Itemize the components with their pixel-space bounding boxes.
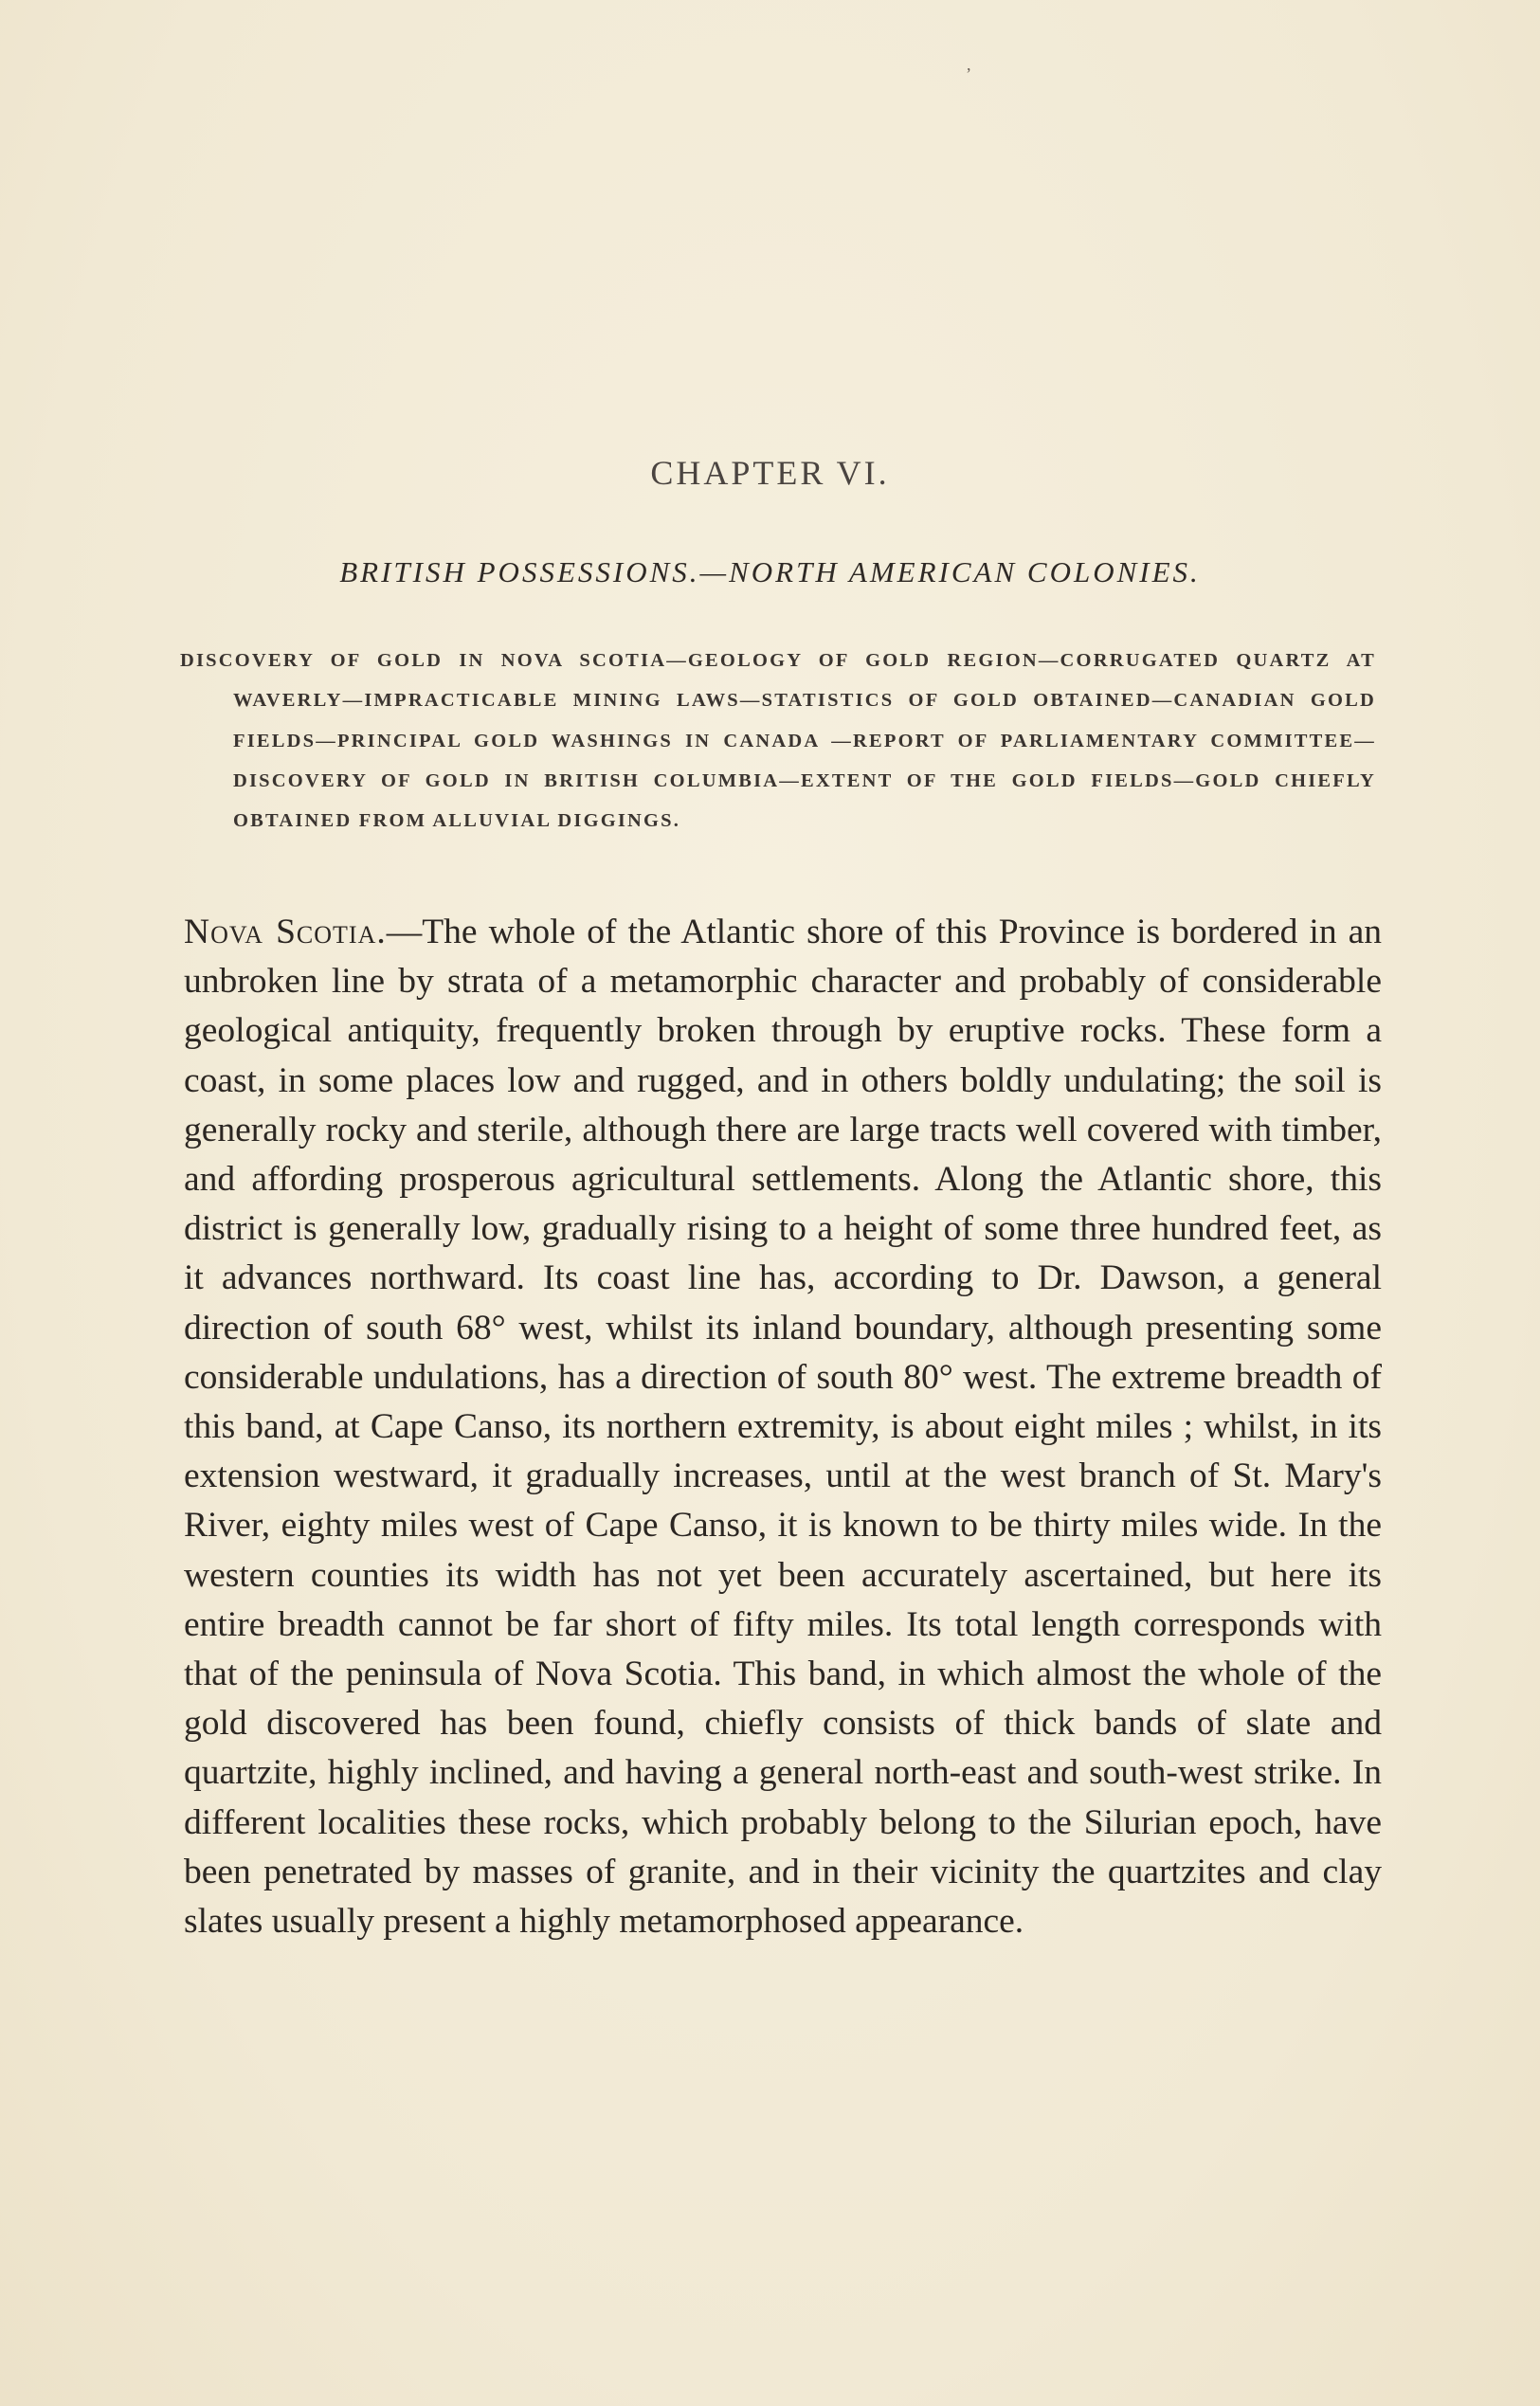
synopsis-first-line: DISCOVERY OF GOLD IN NOVA SCOTIA—GEOLOGY OF GOLD REGION—CORRUGATED xyxy=(180,650,1221,671)
paragraph-lead: Nova Scotia. xyxy=(184,913,387,951)
paragraph-text: —The whole of the Atlantic shore of this Province is bordered in an unbroken line by strata of a metamorphic character and probably of considerable geological antiquity, frequently broken through by eruptive rocks. These form a coast, in some places low and rugged, and in others boldly undulating; the soil is generally rocky and sterile, although there are large tracts well covered with timber, and affording prosperous agricultural settlements. Along the Atlantic shore, this district is generally low, gradually rising to a height of some three hundred feet, as it advances northward. Its coast line has, according to Dr. Dawson, a general direction of south 68° west, whilst its inland boundary, although presenting some considerable undulations, has a direction of south 80° west. The extreme breadth of this band, at Cape Canso, its northern extremity, is about eight miles ; whilst, in its extension westward, it gradually increases, until at the west branch of St. Mary's River, eighty miles west of Cape Canso, it is known to be thirty miles wide. In the western counties its width has not yet been accurately ascertained, but here its entire breadth cannot be far short of fifty miles. Its total length corresponds with that of the peninsula of Nova Scotia. This band, in which almost the whole of the gold discovered has been found, chiefly consists of thick bands of slate and quartzite, highly inclined, and having a general north-east and south-west strike. In different localities these rocks, which probably belong to the Silurian epoch, have been penetrated by masses of granite, and in their vicinity the quartzites and clay slates usually present a highly metamorphosed appearance. xyxy=(184,913,1382,1942)
body-paragraph xyxy=(184,908,1382,1946)
synopsis-rest: QUARTZ AT WAVERLY—IMPRACTICABLE MINING LAWS—STATISTICS OF GOLD OBTAINED—CANADIAN GOLD FIELDS—PRINCIPAL GOLD WASHINGS IN CANADA —REPORT OF PARLIAMENTARY COMMITTEE—DISCOVERY OF GOLD IN BRITISH COLUMBIA—EXTENT OF THE GOLD FIELDS—GOLD CHIEFLY OBTAINED FROM ALLUVIAL DIGGINGS. xyxy=(233,650,1376,832)
section-title: BRITISH POSSESSIONS.—NORTH AMERICAN COLONIES. xyxy=(339,555,1201,588)
chapter-title: CHAPTER VI. xyxy=(650,454,890,492)
chapter-synopsis xyxy=(180,641,1376,841)
ink-speck: , xyxy=(967,55,971,74)
